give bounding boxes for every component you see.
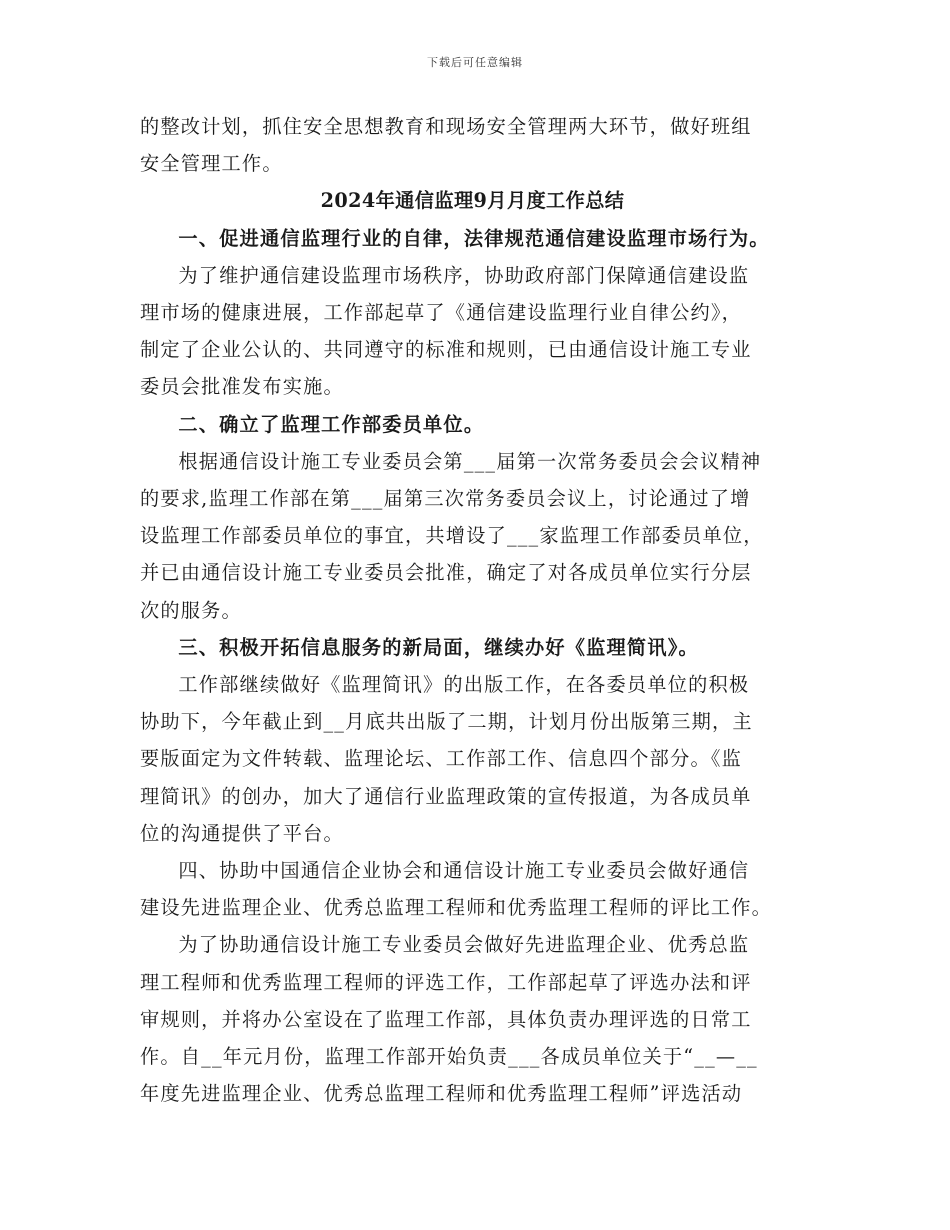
paragraph-line: 为了协助通信设计施工专业委员会做好先进监理企业、优秀总监 (178, 933, 750, 957)
paragraph-line: 根据通信设计施工专业委员会第___届第一次常务委员会会议精神 (178, 449, 762, 473)
intro-line: 安全管理工作。 (140, 152, 283, 176)
paragraph-line: 协助下，今年截止到__月底共出版了二期，计划月份出版第三期，主 (140, 710, 753, 734)
paragraph-line: 建设先进监理企业、优秀总监理工程师和优秀监理工程师的评比工作。 (140, 896, 773, 920)
paragraph-line: 理工程师和优秀监理工程师的评选工作，工作部起草了评选办法和评 (140, 970, 752, 994)
paragraph-line: 并已由通信设计施工专业委员会批准，确定了对各成员单位实行分层 (140, 561, 752, 585)
paragraph-line: 制定了企业公认的、共同遵守的标准和规则，已由通信设计施工专业 (140, 338, 752, 362)
section-heading-2: 二、确立了监理工作部委员单位。 (178, 412, 485, 436)
paragraph-line: 委员会批准发布实施。 (140, 375, 344, 399)
paragraph-line: 年度先进监理企业、优秀总监理工程师和优秀监理工程师”评选活动 (140, 1082, 743, 1106)
paragraph-line: 要版面定为文件转载、监理论坛、工作部工作、信息四个部分。《监 (140, 747, 743, 771)
paragraph-line: 为了维护通信建设监理市场秩序，协助政府部门保障通信建设监 (178, 263, 750, 287)
paragraph-line: 理简讯》的创办，加大了通信行业监理政策的宣传报道，为各成员单 (140, 784, 752, 808)
paragraph-line: 的要求,监理工作部在第___届第三次常务委员会议上，讨论通过了增 (140, 487, 751, 511)
paragraph-line: 理市场的健康进展，工作部起草了《通信建设监理行业自律公约》， (140, 301, 743, 325)
paragraph-line: 作。自__年元月份，监理工作部开始负责___各成员单位关于“__—__ (140, 1045, 758, 1069)
paragraph-line: 工作部继续做好《监理简讯》的出版工作，在各委员单位的积极 (178, 673, 750, 697)
header-note: 下载后可任意编辑 (427, 56, 523, 69)
section-heading-1: 一、促进通信监理行业的自律，法律规范通信建设监理市场行为。 (178, 226, 770, 250)
paragraph-line: 次的服务。 (140, 598, 242, 622)
document-title: 2024年通信监理9月月度工作总结 (320, 189, 625, 213)
section-heading-3: 三、积极开拓信息服务的新局面，继续办好《监理简讯》。 (178, 635, 699, 659)
intro-line: 的整改计划，抓住安全思想教育和现场安全管理两大环节，做好班组 (140, 115, 752, 138)
paragraph-line: 设监理工作部委员单位的事宜，共增设了___家监理工作部委员单位， (140, 524, 764, 548)
document-body (140, 108, 805, 1112)
section-heading-4: 四、协助中国通信企业协会和通信设计施工专业委员会做好通信 (178, 859, 750, 883)
paragraph-line: 审规则，并将办公室设在了监理工作部，具体负责办理评选的日常工 (140, 1007, 752, 1031)
paragraph-line: 位的沟通提供了平台。 (140, 821, 344, 845)
